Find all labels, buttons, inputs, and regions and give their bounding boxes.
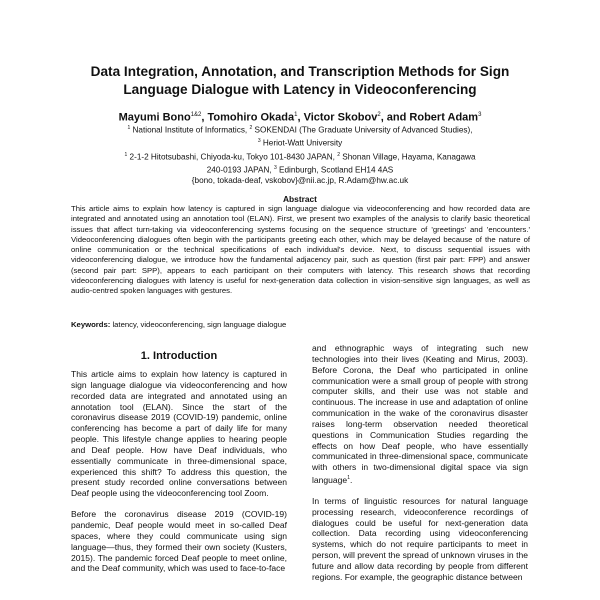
footnote-marker[interactable]: 1 (347, 475, 350, 482)
address-line: 240-0193 JAPAN, $^3$ Edinburgh, Scotland EH14 4AS (206, 164, 394, 175)
author-affiliation-mark: 3 (478, 112, 482, 118)
affiliations (40, 123, 560, 187)
paper-title (60, 63, 540, 99)
abstract-heading: Abstract (283, 194, 317, 204)
paragraph: This article aims to explain how latency is captured in sign language dialogue via videoconferencing and how recorded data are integrated and annotated using an annotation tool (ELAN). Since the start of the coronavirus disease 2019 (COVID-19) pandemic, online conferencing has become a part of daily life for many people. This lifestyle change applies to hearing people and Deaf people. How have Deaf individuals, who essentially communicate in three-dimensional space, experienced this shift? To address this question, the present study recorded online conversations between Deaf people using the videoconferencing tool Zoom. (71, 369, 287, 499)
title-line-1: Data Integration, Annotation, and Transcription Methods for Sign (90, 64, 510, 79)
author-name: Tomohiro Okada (207, 111, 295, 124)
right-column (312, 343, 528, 593)
author-list: Mayumi Bono$^{1\&2}$, Tomohiro Okada$^1$, Victor Skobov$^2$, and Robert Adam$^3$ (118, 111, 482, 124)
author-name: Victor Skobov (303, 111, 378, 124)
paragraph: In terms of linguistic resources for natural language processing research, videoconference recordings of dialogues could be useful for next-generation data collection. Data recording using videoconferencing systems, which do not require participants to meet in person, will prevent the spread of unknown viruses in the future and allow data recording by people from different regions. For example, the geographic distance between (312, 495, 528, 582)
author-name: Mayumi Bono (118, 111, 191, 124)
abstract-text: This article aims to explain how latency is captured in sign language dialogue via videoconferencing and how recorded data are integrated and annotated using an annotation tool (ELAN). First, we present two examples of the analysis to clarify basic theoretical issues that affect turn-taking via videoconferencing systems focusing on the sequence structure of 'greetings' and 'encounters.' Videoconferencing dialogues often begin with the participants greeting each other, which may be delayed because of the nature of online communication or the technical specifications of each individual's device. Next, to discuss sequential issues with videoconferencing dialogue, we introduce how the fundamental adjacency pair, such as question (first pair part: FPP) and answer (second pair part: SPP), appears to each participant on their computers with latency. This research shows that recording videoconferencing dialogues with latency is useful for next-generation data collection in vision-sensitive sign languages, as well as audio-centred spoken languages with gestures. (71, 204, 530, 296)
keywords-label: Keywords: (71, 320, 111, 329)
author-affiliation-mark: 1&2 (190, 112, 202, 118)
keywords-text: latency, videoconferencing, sign language dialogue (112, 320, 287, 329)
author-name: Robert Adam (409, 111, 479, 124)
title-line-2: Language Dialogue with Latency in Videoconferencing (123, 82, 477, 97)
paragraph: and ethnographic ways of integrating such new technologies into their lives (Keating and Mirus, 2003). Before Corona, the Deaf who participated in online communication were a small group of people with strong computer skills, and their use was not stable and continuous. The increase in use and adaptation of online communication in the wake of the coronavirus disaster raises long-term observation needed theoretical questions in Communication Studies regarding the effects on how Deaf people, who have essentially communicated in three-dimensional space, communicate with others in two-dimensional digital space via sign language$^1$. (312, 343, 528, 485)
keywords (71, 320, 530, 329)
affiliation-line: $^3$ Heriot-Watt University (257, 138, 343, 149)
left-column (71, 349, 287, 584)
email-line: {bono, tokada-deaf, vskobov}@nii.ac.jp, R.Adam@hw.ac.uk (191, 176, 409, 186)
address-line: $^1$ 2-1-2 Hitotsubashi, Chiyoda-ku, Tokyo 101-8430 JAPAN, $^2$ Shonan Village, Hayama, Kanagawa (124, 151, 476, 162)
author-affiliation-mark: 1 (294, 112, 298, 118)
section-heading: 1. Introduction (140, 350, 218, 362)
paragraph: Before the coronavirus disease 2019 (COVID-19) pandemic, Deaf people would meet in so-called Deaf spaces, where they could communicate using sign language—thus, they formed their own society (Kusters, 2015). The pandemic forced Deaf people to meet online, and the Deaf community, which was used to face-to-face (71, 509, 287, 574)
affiliation-line: $^1$ National Institute of Informatics, $^2$ SOKENDAI (The Graduate University of Advanced Studies), (127, 125, 473, 135)
author-affiliation-mark: 2 (377, 112, 381, 118)
